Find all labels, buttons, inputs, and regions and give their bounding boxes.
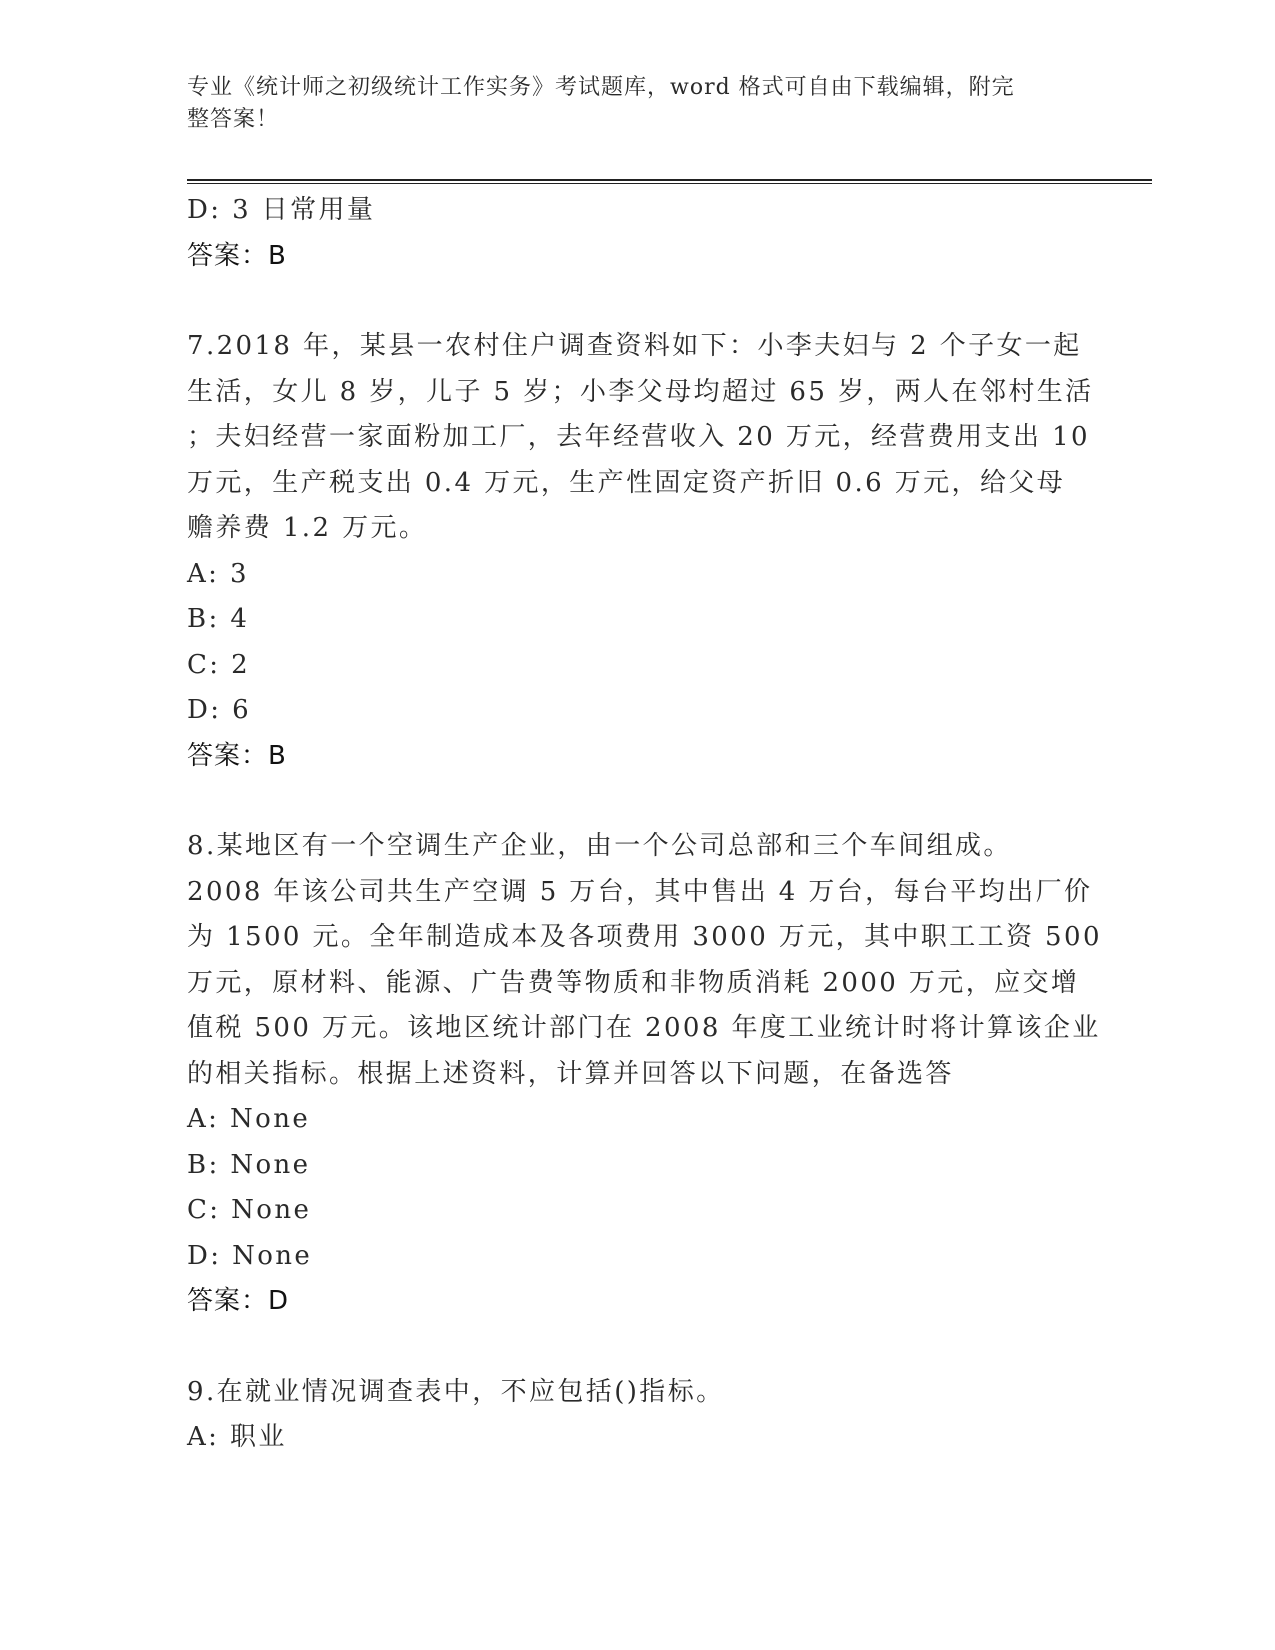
question-stem-line: 9.在就业情况调查表中，不应包括()指标。 (187, 1376, 725, 1407)
question-stem-line: 7.2018 年，某县一农村住户调查资料如下：小李夫妇与 2 个子女一起 (187, 331, 1082, 361)
option-c: C: None (187, 1195, 312, 1225)
header-line-1: 专业《统计师之初级统计工作实务》考试题库，word 格式可自由下载编辑，附完 (187, 75, 1015, 100)
spacer (187, 279, 1087, 324)
option-b: B: 4 (187, 604, 250, 634)
question-stem-line: 赡养费 1.2 万元。 (187, 513, 428, 543)
question-stem-line: 万元，生产税支出 0.4 万元，生产性固定资产折旧 0.6 万元，给父母 (187, 467, 1066, 498)
document-header (187, 72, 1067, 136)
question-stem-line: 2008 年该公司共生产空调 5 万台，其中售出 4 万台，每台平均出厂价 (187, 876, 1093, 907)
answer-line: 答案：D (187, 1286, 290, 1316)
question-8 (187, 824, 1102, 1325)
option-a: A: 职业 (187, 1422, 287, 1452)
option-a: A: 3 (187, 558, 249, 589)
question-stem-line: 为 1500 元。全年制造成本及各项费用 3000 万元，其中职工工资 500 (187, 922, 1102, 952)
document-content (187, 188, 1102, 1461)
question-stem-line: 的相关指标。根据上述资料，计算并回答以下问题，在备选答 (187, 1058, 954, 1089)
option-d: D: 3 日常用量 (187, 195, 376, 225)
question-stem-line: 值税 500 万元。该地区统计部门在 2008 年度工业统计时将计算该企业 (187, 1013, 1101, 1043)
question-stem-line: 8.某地区有一个空调生产企业，由一个公司总部和三个车间组成。 (187, 831, 1012, 861)
spacer (187, 779, 1087, 824)
header-rule-thick (187, 179, 1152, 181)
option-d: D: 6 (187, 695, 252, 725)
header-rule-thin (187, 183, 1152, 184)
question-stem-line: 生活，女儿 8 岁，儿子 5 岁；小李父母均超过 65 岁，两人在邻村生活 (187, 376, 1094, 407)
header-line-2: 整答案！ (187, 107, 280, 132)
option-c: C: 2 (187, 649, 251, 680)
question-7 (187, 324, 1094, 779)
question-9 (187, 1370, 1087, 1461)
option-a: A: None (187, 1104, 311, 1134)
question-stem-line: 万元，原材料、能源、广告费等物质和非物质消耗 2000 万元，应交增 (187, 967, 1080, 998)
question-stem-line: ；夫妇经营一家面粉加工厂，去年经营收入 20 万元，经营费用支出 10 (187, 422, 1090, 452)
answer-line: 答案：B (187, 740, 287, 771)
option-d: D: None (187, 1240, 313, 1271)
option-b: B: None (187, 1149, 311, 1180)
answer-line: 答案：B (187, 240, 287, 271)
spacer (187, 1325, 1087, 1370)
